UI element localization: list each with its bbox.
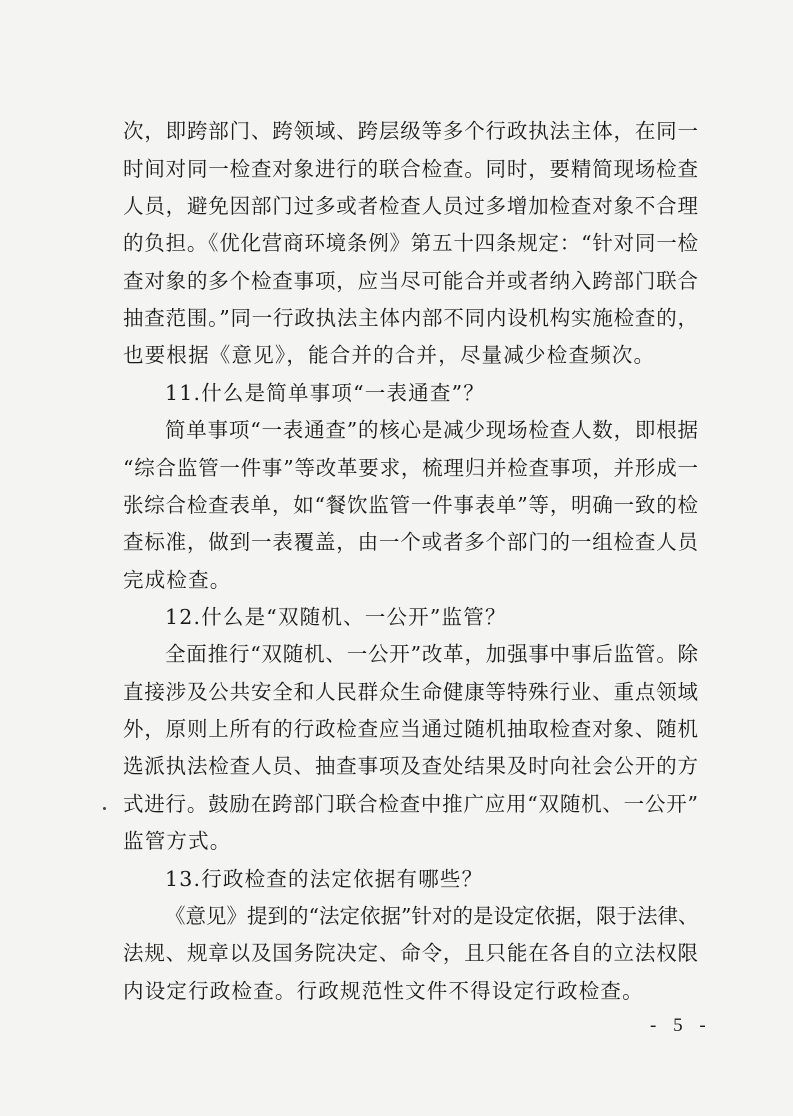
body-line: 抽查范围。”同一行政执法主体内部不同内设机构实施检查的， bbox=[123, 306, 698, 330]
body-line: 的负担。《优化营商环境条例》第五十四条规定：“针对同一检 bbox=[123, 231, 698, 255]
body-line: 查对象的多个检查事项，应当尽可能合并或者纳入跨部门联合 bbox=[123, 269, 698, 293]
body-line: 时间对同一检查对象进行的联合检查。同时，要精简现场检查 bbox=[123, 157, 698, 181]
body-line: “综合监管一件事”等改革要求，梳理归并检查事项，并形成一 bbox=[123, 456, 698, 480]
body-line: 简单事项“一表通查”的核心是减少现场检查人数，即根据 bbox=[165, 418, 698, 442]
scan-speck bbox=[103, 807, 106, 810]
body-line: 外，原则上所有的行政检查应当通过随机抽取检查对象、随机 bbox=[123, 717, 698, 741]
body-line: 张综合检查表单，如“餐饮监管一件事表单”等，明确一致的检 bbox=[123, 493, 698, 517]
body-line: 次，即跨部门、跨领域、跨层级等多个行政执法主体，在同一 bbox=[123, 119, 698, 143]
page-number: - 5 - bbox=[650, 1015, 712, 1036]
body-line: 监管方式。 bbox=[123, 829, 232, 853]
body-line: 完成检查。 bbox=[123, 568, 232, 592]
body-line: 选派执法检查人员、抽查事项及查处结果及时向社会公开的方 bbox=[123, 754, 698, 778]
body-line: 人员，避免因部门过多或者检查人员过多增加检查对象不合理 bbox=[123, 194, 698, 218]
section-heading: 13.行政检查的法定依据有哪些？ bbox=[165, 867, 484, 891]
body-line: 式进行。鼓励在跨部门联合检查中推广应用“双随机、一公开” bbox=[123, 792, 698, 816]
body-line: 《意见》提到的“法定依据”针对的是设定依据，限于法律、 bbox=[165, 904, 698, 928]
body-line: 查标准，做到一表覆盖，由一个或者多个部门的一组检查人员 bbox=[123, 530, 698, 554]
body-line: 法规、规章以及国务院决定、命令，且只能在各自的立法权限 bbox=[123, 941, 698, 965]
body-line: 全面推行“双随机、一公开”改革，加强事中事后监管。除 bbox=[165, 642, 698, 666]
section-heading: 12.什么是“双随机、一公开”监管？ bbox=[165, 605, 507, 629]
body-line: 内设定行政检查。行政规范性文件不得设定行政检查。 bbox=[123, 979, 644, 1003]
body-line: 直接涉及公共安全和人民群众生命健康等特殊行业、重点领域 bbox=[123, 680, 698, 704]
body-line: 也要根据《意见》，能合并的合并，尽量减少检查频次。 bbox=[123, 343, 656, 367]
section-heading: 11.什么是简单事项“一表通查”？ bbox=[165, 381, 485, 405]
